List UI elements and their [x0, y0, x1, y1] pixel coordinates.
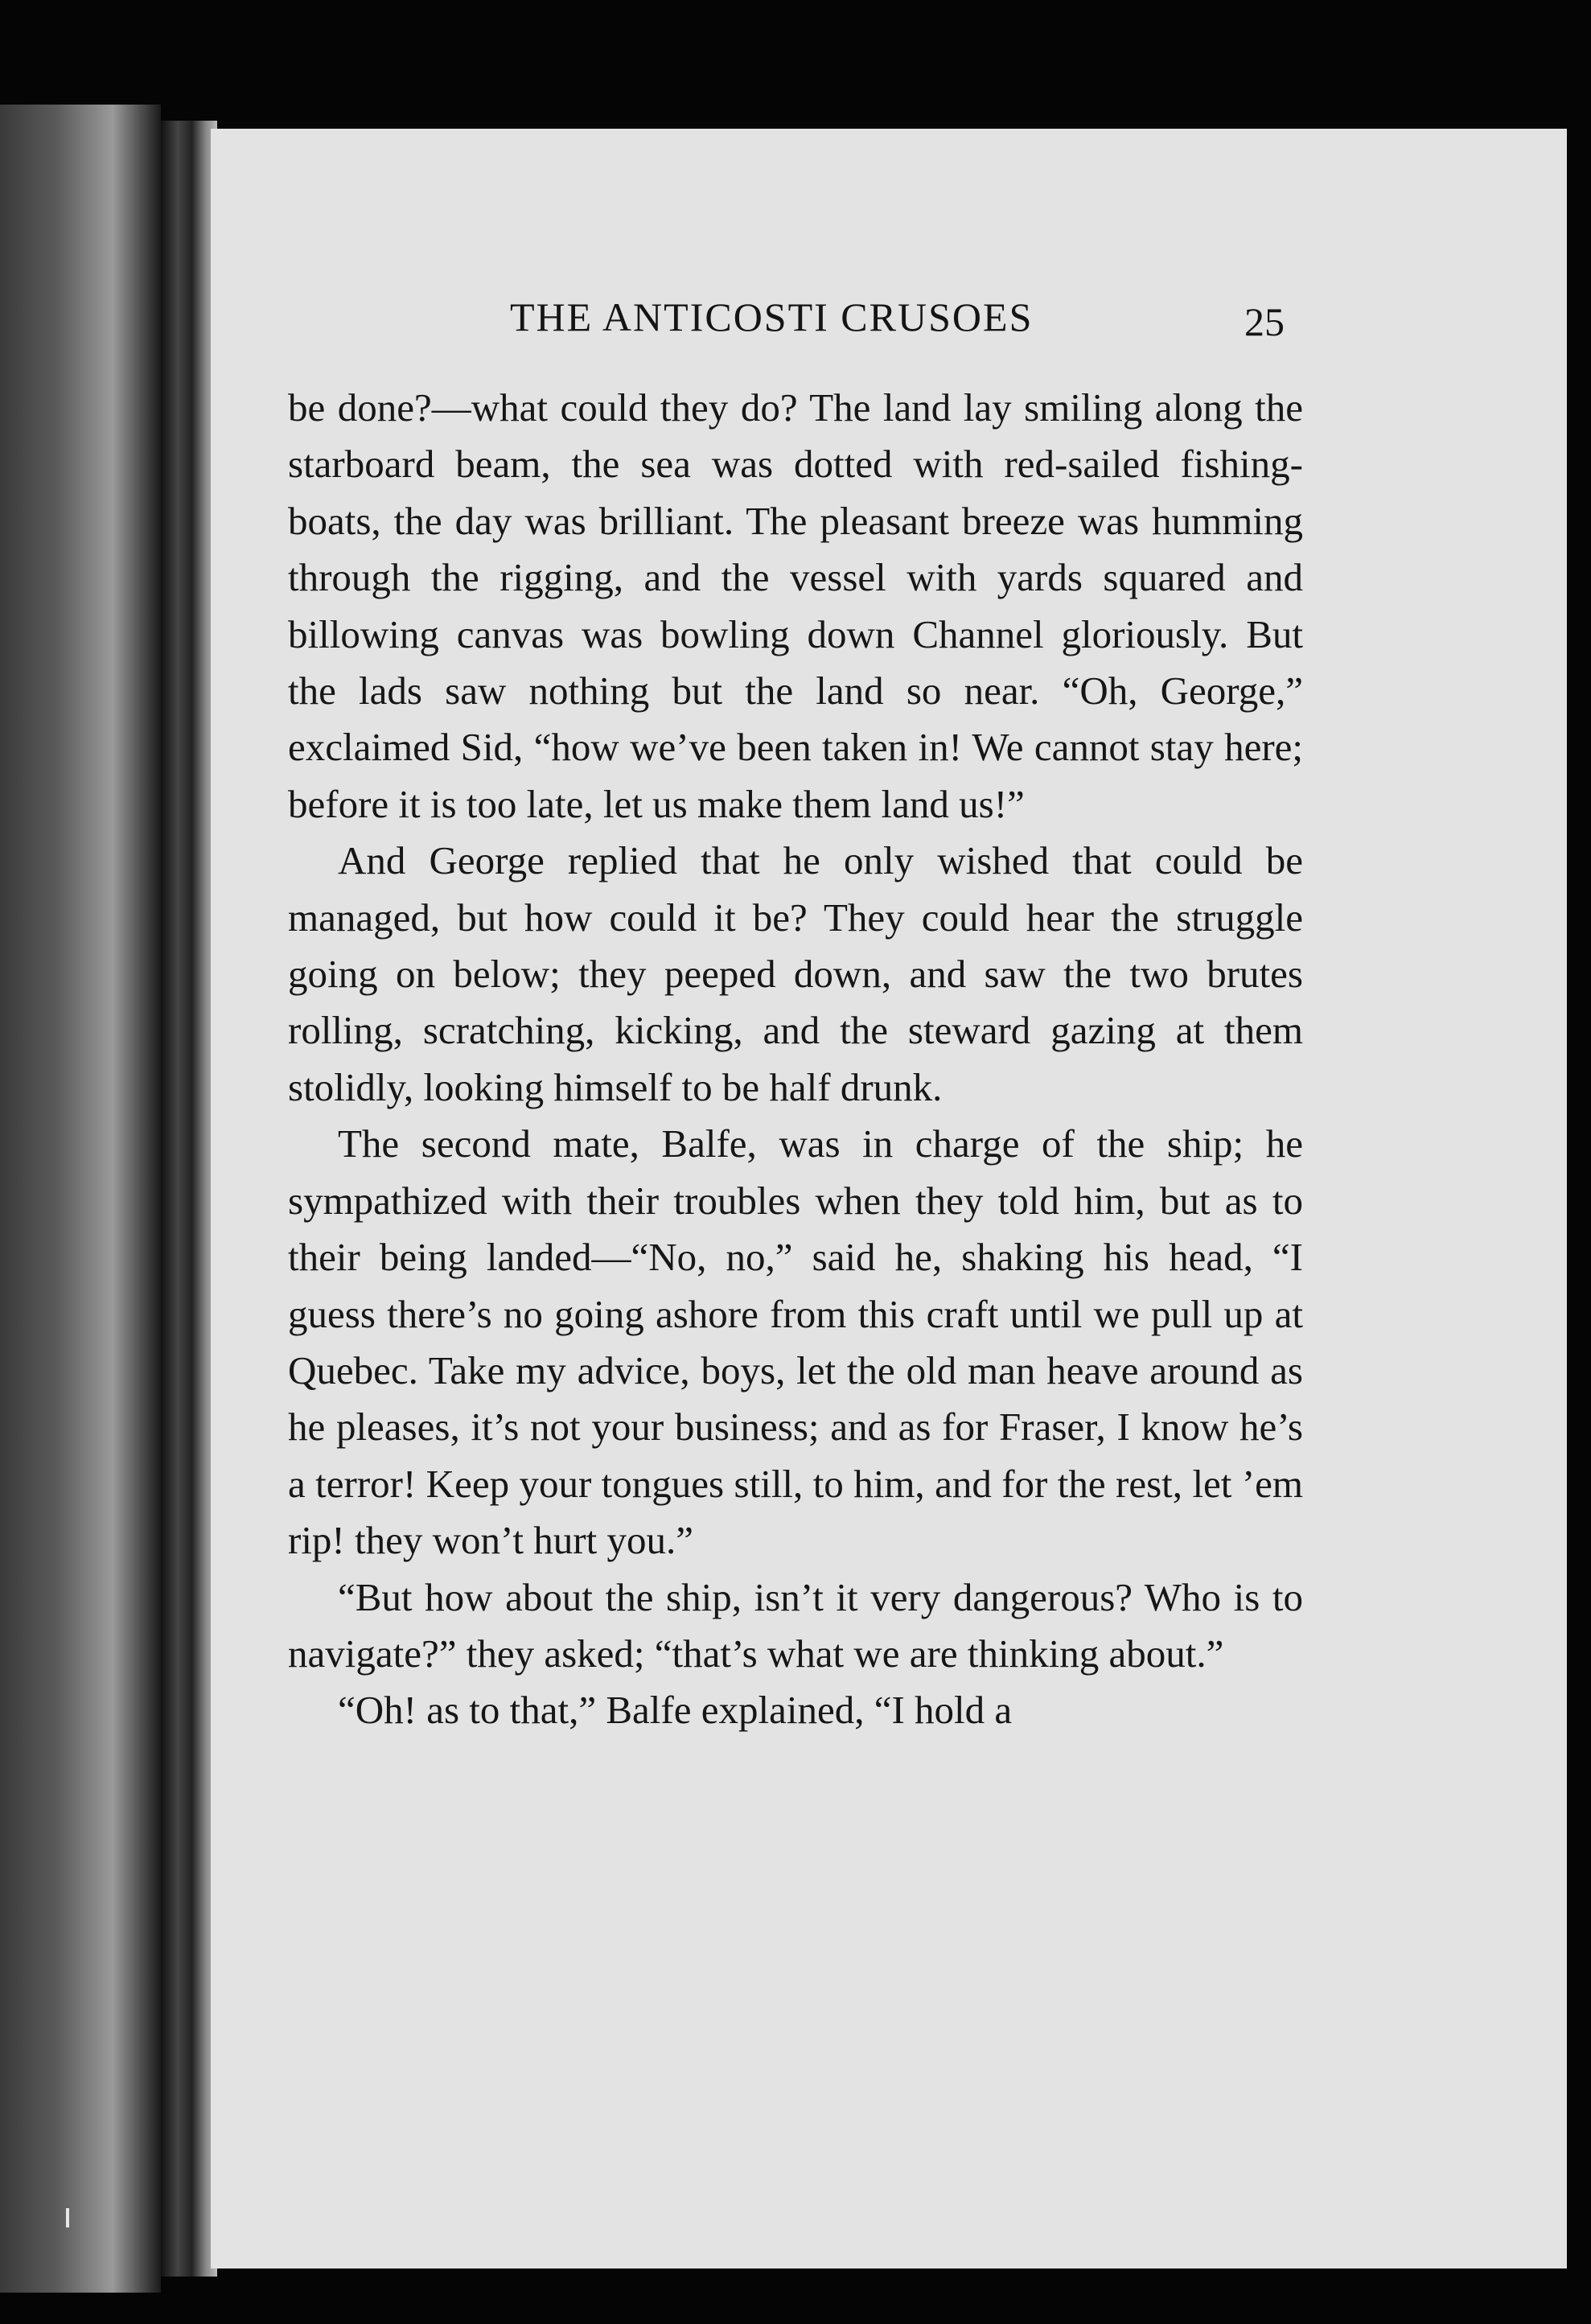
page-header [211, 294, 1567, 358]
page-number: 25 [1244, 299, 1285, 344]
scan-mark [66, 2208, 69, 2227]
book-gutter [161, 121, 217, 2277]
paragraph-continuation: be done?—what could they do? The land lay smiling along the starboard beam, the sea was dotted with red-sailed fishing-boats, the day was brilliant. The pleasant breeze was humming through the rigging, and the vessel with yards squared and billowing canvas was bowling down Channel gloriously. But the lads saw nothing but the land so near. “Oh, George,” exclaimed Sid, “how we’ve been taken in! We cannot stay here; before it is too late, let us make them land us!” [288, 385, 1303, 826]
paragraph: The second mate, Balfe, was in charge of the ship; he sympathized with their troubles when they told him, but as to their being landed—“No, no,” said he, shaking his head, “I guess there’s no going ashore from this craft until we pull up at Quebec. Take my advice, boys, let the old man heave around as he pleases, it’s not your business; and as for Fraser, I know he’s a terror! Keep your tongues still, to him, and for the rest, let ’em rip! they won’t hurt you.” [288, 1121, 1303, 1563]
paragraph: And George replied that he only wished that could be managed, but how could it be? They could hear the struggle going on below; they peeped down, and saw the two brutes rolling, scratching, kicking, and the steward gazing at them stolidly, looking himself to be half drunk. [288, 838, 1303, 1109]
body-text [288, 380, 1303, 1739]
book-page [211, 129, 1567, 2268]
paragraph: “But how about the ship, isn’t it very dangerous? Who is to navigate?” they asked; “that’s what we are thinking about.” [288, 1574, 1303, 1676]
running-title: THE ANTICOSTI CRUSOES [510, 294, 1034, 339]
paragraph-incomplete: “Oh! as to that,” Balfe explained, “I hold a [338, 1688, 1013, 1733]
facing-page-edge [0, 105, 161, 2293]
